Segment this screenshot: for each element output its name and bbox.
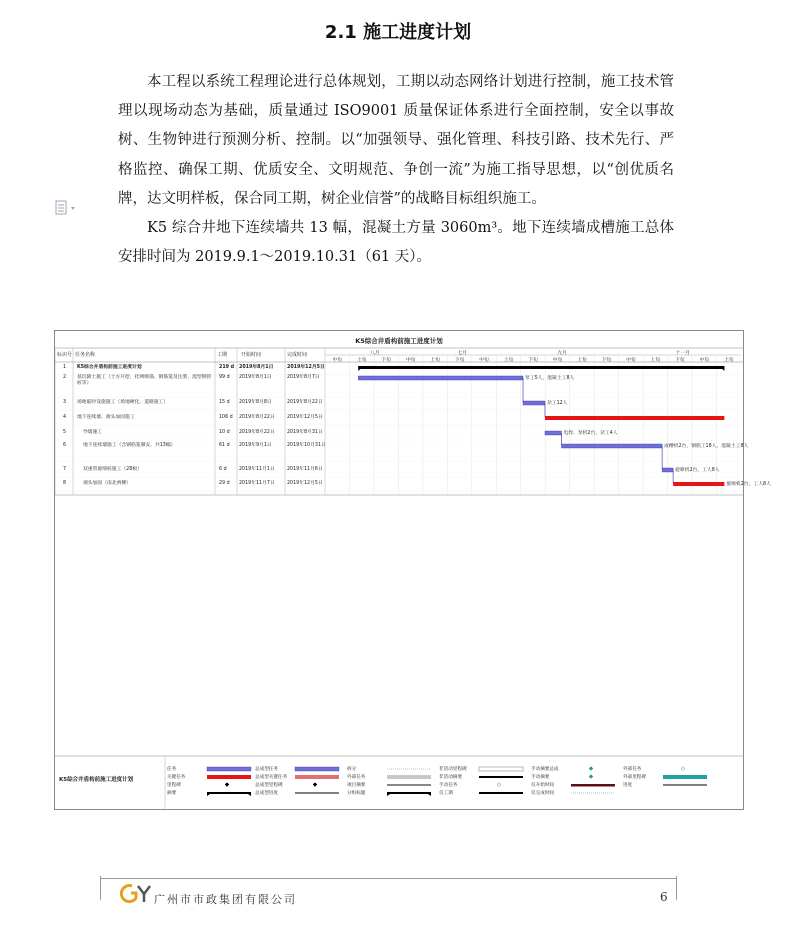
xun-label: 中旬: [479, 358, 489, 363]
xun-label: 上旬: [430, 358, 440, 363]
summary-bar: [358, 366, 724, 369]
row-duration: 10 d: [219, 430, 230, 435]
xun-label: 下旬: [601, 358, 612, 363]
row-finish: 2019年8月31日: [287, 430, 323, 435]
bar-label: 旋喷机2台，工人8人: [675, 468, 720, 473]
legend-title: K5综合井盾构前施工进度计划: [59, 777, 134, 783]
row-duration: 29 d: [219, 481, 230, 486]
row-duration: 106 d: [219, 415, 233, 420]
bar-label: 成槽机2台，钢筋工18人，混凝土工8人: [664, 444, 749, 449]
legend-label: 拆分: [347, 767, 357, 772]
row-finish: 2019年12月5日: [287, 415, 323, 420]
row-start: 2019年11月7日: [239, 481, 275, 486]
footer-rule-right: [676, 876, 677, 900]
legend-label: 关键任务: [167, 775, 186, 780]
legend-swatch: [295, 767, 339, 771]
header-task: 任务名称: [75, 352, 96, 358]
legend-swatch: [571, 784, 615, 787]
gantt-title: K5综合井盾构前施工进度计划: [355, 337, 443, 345]
legend-label: 仅完成时间: [531, 791, 554, 796]
xun-label: 上旬: [650, 358, 661, 363]
body-text: [118, 68, 674, 272]
legend-label: 手动摘要总成: [531, 767, 559, 772]
row-id: 3: [63, 400, 67, 405]
legend-label: 任务: [167, 767, 177, 772]
xun-label: 中旬: [552, 358, 563, 363]
row-id: 7: [63, 467, 67, 472]
legend-swatch: [479, 767, 523, 771]
row-start: 2019年11月1日: [239, 467, 275, 472]
row-task-name: 端头加固（南北两侧）: [83, 481, 131, 486]
xun-label: 上旬: [723, 358, 734, 363]
legend-swatch: [497, 783, 501, 787]
row-finish: 2019年8月22日: [287, 400, 323, 405]
row-task-name: 导墙施工: [83, 430, 103, 435]
row-finish: 2019年12月5日: [287, 481, 323, 486]
bar-label: 泵工5人，混凝土工8人: [525, 376, 575, 381]
paragraph: 本工程以系统工程理论进行总体规划，工期以动态网络计划进行控制，施工技术管理以现场动态为基础，质量通过 ISO9001 质量保证体系进行全面控制，安全以事故树、生物钟进行预测分析、控制。以“加强领导、强化管理、科技引路、技术先行、严格监控、确保工期、优质安全、文明规范、争创一流”为施工指导思想，以“创优质名牌，达文明样板，保合同工期，树企业信誉”的战略目标组织施工。: [118, 74, 674, 207]
month-label: 八月: [370, 351, 380, 356]
row-id: 6: [63, 443, 67, 448]
legend-label: 总成型里程碑: [255, 783, 283, 788]
legend-label: 手动任务: [439, 783, 458, 788]
header-duration: 工期: [217, 352, 228, 358]
legend-swatch: [225, 783, 229, 787]
row-finish: 2019年10月31日: [287, 443, 326, 448]
row-duration: 99 d: [219, 375, 230, 380]
paragraph: K5 综合井地下连续墙共 13 幅，混凝土方量 3060m³。地下连续墙成槽施工总体安排时间为 2019.9.1～2019.10.31（61 天）。: [118, 220, 674, 266]
legend-swatch: [589, 767, 593, 771]
row-start: 2019年9月1日: [239, 443, 272, 448]
document-icon[interactable]: [55, 200, 83, 216]
row-task-name: 双重管旋喷桩施工（28根）: [83, 467, 142, 472]
row-id: 5: [63, 430, 67, 435]
legend-label: 摘要: [167, 791, 177, 796]
legend-swatch: [207, 792, 251, 794]
legend-swatch: [479, 776, 523, 778]
xun-label: 中旬: [332, 358, 343, 363]
xun-label: 上旬: [503, 358, 514, 363]
legend-label: 仅工期: [439, 791, 453, 796]
legend-label: 非活动里程碑: [439, 767, 467, 772]
row-start: 2019年8月22日: [239, 430, 275, 435]
legend-label: 进度: [623, 783, 633, 788]
bar-label: 杂工12人: [546, 401, 568, 406]
row-id: 1: [63, 365, 67, 370]
xun-label: 上旬: [577, 358, 587, 363]
footer-rule: [100, 878, 676, 879]
xun-label: 上旬: [356, 358, 367, 363]
row-start: 2019年8月22日: [239, 415, 275, 420]
row-finish: 2019年12月5日: [287, 365, 325, 370]
legend-label: 外部任务: [347, 775, 366, 780]
legend-swatch: [295, 775, 339, 779]
legend-swatch: [681, 767, 685, 771]
bar-label: 电焊、泵机2台，杂工4人: [563, 431, 618, 436]
legend-swatch: [207, 767, 251, 771]
critical-bar: [673, 482, 724, 486]
legend-swatch: [387, 775, 431, 779]
row-duration: 15 d: [219, 400, 230, 405]
xun-label: 下旬: [675, 358, 685, 363]
legend-label: 外部里程碑: [623, 775, 646, 780]
legend-label: 总成型任务: [255, 767, 278, 772]
month-label: 十一月: [675, 351, 690, 356]
footer-company: 广州市市政集团有限公司: [154, 893, 297, 906]
task-bar: [545, 431, 561, 435]
row-duration: 219 d: [219, 365, 235, 370]
footer-rule-left: [100, 876, 101, 900]
xun-label: 下旬: [528, 358, 538, 363]
legend-label: 总成型关键任务: [255, 775, 288, 780]
xun-label: 下旬: [381, 358, 391, 363]
row-id: 4: [63, 415, 67, 420]
legend-label: 分组标题: [347, 791, 366, 796]
legend-label: 外部任务: [623, 767, 642, 772]
header-finish: 完成时间: [287, 352, 308, 358]
gantt-chart: [54, 330, 771, 810]
row-task-name: 基坑降土施工（土方开挖、挂网喷锚、钢筋笼及注浆、混型钢管桩等）: [77, 375, 212, 386]
row-finish: 2019年11月6日: [287, 467, 323, 472]
month-label: 七月: [457, 351, 468, 356]
task-bar: [561, 444, 662, 448]
row-start: 2019年8月1日: [239, 375, 272, 380]
legend-swatch: [387, 792, 431, 794]
xun-label: 下旬: [454, 358, 465, 363]
row-id: 2: [63, 375, 67, 380]
legend-label: 总成型进度: [255, 791, 278, 796]
legend-swatch: [479, 792, 523, 794]
legend-swatch: [313, 783, 317, 787]
company-logo-icon: [118, 882, 152, 904]
legend-swatch: [589, 775, 593, 779]
legend-label: 里程碑: [167, 783, 181, 788]
page-title: 2.1 施工进度计划: [324, 22, 472, 43]
header-id: 标识号: [57, 352, 73, 358]
header-start: 开始时间: [241, 352, 262, 358]
xun-label: 中旬: [626, 358, 636, 363]
task-bar: [358, 376, 523, 380]
legend-swatch: [207, 775, 251, 779]
legend-label: 手动摘要: [531, 775, 550, 780]
row-duration: 6 d: [219, 467, 227, 472]
row-duration: 61 d: [219, 443, 230, 448]
legend-swatch: [387, 784, 431, 786]
xun-label: 中旬: [699, 358, 710, 363]
task-bar: [523, 401, 545, 405]
legend-label: 仅开始时间: [531, 783, 554, 788]
task-bar: [662, 468, 673, 472]
legend-swatch: [663, 775, 707, 779]
xun-label: 中旬: [405, 358, 416, 363]
row-id: 8: [63, 481, 67, 486]
row-start: 2019年8月8日: [239, 400, 272, 405]
month-label: 九月: [557, 351, 567, 356]
row-finish: 2019年8月7日: [287, 375, 320, 380]
legend-label: 项目摘要: [347, 783, 366, 788]
row-task-name: 地下连续墙施工（含钢筋笼制安，共13幅）: [83, 443, 176, 448]
row-task-name: 场地临时设施施工（场地硬化、道路施工）: [77, 400, 169, 405]
page-number: 6: [660, 890, 668, 904]
critical-bar: [545, 416, 724, 420]
legend-label: 非活动摘要: [439, 775, 462, 780]
row-task-name: 地下连续墙、端头加固施工: [77, 415, 135, 420]
bar-label: 旋喷机2台，工人8人: [726, 482, 771, 487]
row-start: 2019年8月1日: [239, 365, 274, 370]
row-task-name: K5综合井盾构前施工进度计划: [77, 365, 142, 370]
